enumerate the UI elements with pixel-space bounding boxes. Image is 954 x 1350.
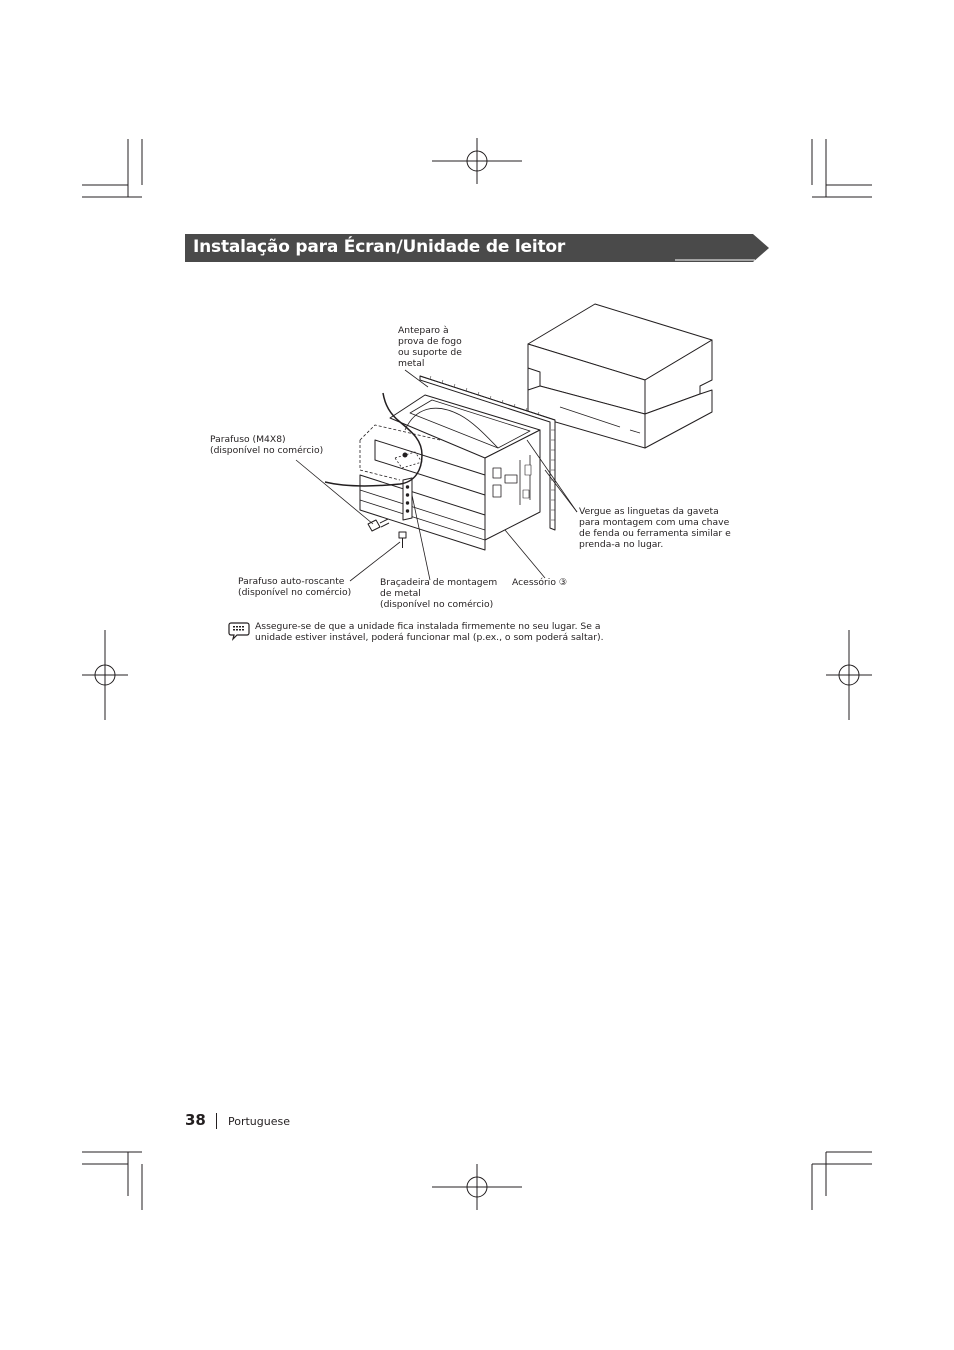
footer-divider xyxy=(216,1113,217,1129)
section-title: Instalação para Écran/Unidade de leitor xyxy=(193,237,566,257)
self-tapping-screw-drawing xyxy=(399,532,406,548)
note-text: Assegure-se de que a unidade fica instalada firmemente no seu lugar. Se a unidade estiver instável, poderá funcionar mal (p.ex., o som poderá saltar). xyxy=(255,621,604,643)
label-bend-tabs: Vergue as linguetas da gaveta para montagem com uma chave de fenda ou ferramenta similar e prenda-a no lugar. xyxy=(579,506,731,550)
footer-language: Portuguese xyxy=(228,1115,290,1128)
page-number: 38 xyxy=(185,1111,206,1129)
head-unit-drawing xyxy=(528,304,712,448)
screw-m4x8-drawing xyxy=(368,519,389,531)
installation-diagram xyxy=(200,290,740,620)
section-banner xyxy=(185,234,770,262)
label-accessory: Acessório ③ xyxy=(512,577,568,588)
label-self-tapping-screw: Parafuso auto-roscante (disponível no comércio) xyxy=(238,576,352,598)
label-screw-m4x8: Parafuso (M4X8) (disponível no comércio) xyxy=(210,434,324,456)
label-firewall: Anteparo à prova de fogo ou suporte de metal xyxy=(398,325,462,369)
label-metal-strap: Braçadeira de montagem de metal (disponível no comércio) xyxy=(380,577,498,610)
note-icon xyxy=(228,621,250,641)
